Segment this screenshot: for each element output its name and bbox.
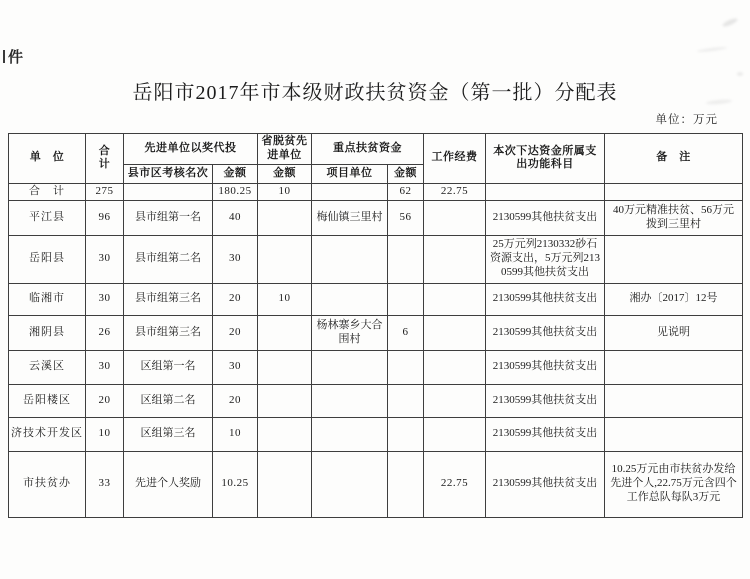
cell-project-amount	[388, 417, 424, 451]
cell-project-unit	[312, 235, 388, 283]
cell-award-amount: 20	[213, 315, 258, 350]
cell-remarks	[605, 417, 743, 451]
cell-province-amount	[258, 384, 312, 417]
cell-unit: 岳阳县	[9, 235, 86, 283]
cell-work-expense	[424, 200, 486, 235]
attachment-label	[3, 46, 24, 67]
table-row	[9, 315, 743, 350]
cell-rank	[124, 183, 213, 200]
cell-remarks	[605, 183, 743, 200]
col-header-unit: 单 位	[9, 134, 86, 184]
col-header-key-funds-group: 重点扶贫资金	[312, 134, 424, 165]
cell-remarks	[605, 350, 743, 384]
cell-category: 2130599其他扶贫支出	[486, 350, 605, 384]
col-header-province-group: 省脱贫先进单位	[258, 134, 312, 165]
col-header-category: 本次下达资金所属支出功能科目	[486, 134, 605, 184]
cell-total: 10	[86, 417, 124, 451]
cell-total: 33	[86, 451, 124, 517]
cell-category: 25万元列2130332砂石资源支出，5万元列2130599其他扶贫支出	[486, 235, 605, 283]
cell-category: 2130599其他扶贫支出	[486, 417, 605, 451]
cell-work-expense	[424, 235, 486, 283]
cell-rank: 县市组第三名	[124, 283, 213, 315]
unit-note: 单位：万元	[655, 114, 718, 126]
col-header-award-amount: 金额	[213, 164, 258, 183]
cell-unit: 云溪区	[9, 350, 86, 384]
scan-artifact	[722, 17, 739, 28]
cell-total: 30	[86, 283, 124, 315]
cell-remarks	[605, 235, 743, 283]
cell-province-amount	[258, 200, 312, 235]
cell-unit: 湘阴县	[9, 315, 86, 350]
col-header-province-amount: 金额	[258, 164, 312, 183]
cell-province-amount	[258, 315, 312, 350]
col-header-work-expense: 工作经费	[424, 134, 486, 184]
cell-category: 2130599其他扶贫支出	[486, 315, 605, 350]
cell-total: 96	[86, 200, 124, 235]
cell-province-amount	[258, 350, 312, 384]
cell-award-amount: 20	[213, 283, 258, 315]
cell-province-amount	[258, 417, 312, 451]
cell-remarks	[605, 384, 743, 417]
col-header-rank: 县市区考核名次	[124, 164, 213, 183]
cell-work-expense	[424, 384, 486, 417]
cell-rank: 县市组第三名	[124, 315, 213, 350]
document-title: 岳阳市2017年市本级财政扶贫资金（第一批）分配表	[132, 82, 618, 104]
allocation-table	[8, 133, 743, 518]
table-header	[9, 134, 743, 184]
cell-province-amount	[258, 235, 312, 283]
cell-rank: 区组第一名	[124, 350, 213, 384]
cell-project-unit: 梅仙镇三里村	[312, 200, 388, 235]
cell-unit: 平江县	[9, 200, 86, 235]
table-row-total	[9, 183, 743, 200]
cell-project-unit	[312, 384, 388, 417]
cell-rank: 区组第三名	[124, 417, 213, 451]
table-row	[9, 283, 743, 315]
cell-project-unit	[312, 417, 388, 451]
cell-project-amount	[388, 235, 424, 283]
cell-project-unit	[312, 183, 388, 200]
header-row-1	[9, 134, 743, 165]
cell-total: 30	[86, 350, 124, 384]
cell-province-amount: 10	[258, 283, 312, 315]
cell-category: 2130599其他扶贫支出	[486, 200, 605, 235]
cell-project-unit	[312, 451, 388, 517]
scan-artifact	[737, 72, 743, 76]
cell-project-amount: 62	[388, 183, 424, 200]
table-row	[9, 200, 743, 235]
cell-project-unit	[312, 283, 388, 315]
cell-rank: 县市组第二名	[124, 235, 213, 283]
col-header-total: 合 计	[86, 134, 124, 184]
cell-province-amount	[258, 451, 312, 517]
cell-rank: 区组第二名	[124, 384, 213, 417]
cell-work-expense: 22.75	[424, 451, 486, 517]
cell-award-amount: 30	[213, 235, 258, 283]
cell-category: 2130599其他扶贫支出	[486, 451, 605, 517]
cell-total: 30	[86, 235, 124, 283]
cell-unit: 岳阳楼区	[9, 384, 86, 417]
cell-remarks: 湘办〔2017〕12号	[605, 283, 743, 315]
table-row	[9, 235, 743, 283]
cell-unit: 济技术开发区	[9, 417, 86, 451]
cell-work-expense: 22.75	[424, 183, 486, 200]
cell-remarks: 40万元精准扶贫、56万元拨到三里村	[605, 200, 743, 235]
cell-project-unit: 杨林寨乡大合围村	[312, 315, 388, 350]
cell-total: 26	[86, 315, 124, 350]
cell-remarks: 见说明	[605, 315, 743, 350]
table-row	[9, 350, 743, 384]
cell-unit: 合 计	[9, 183, 86, 200]
cell-unit: 市扶贫办	[9, 451, 86, 517]
cell-award-amount: 10	[213, 417, 258, 451]
col-header-advanced-award-group: 先进单位以奖代投	[124, 134, 258, 165]
cell-work-expense	[424, 283, 486, 315]
cell-project-amount: 6	[388, 315, 424, 350]
col-header-project-amount: 金额	[388, 164, 424, 183]
cell-award-amount: 30	[213, 350, 258, 384]
cell-category: 2130599其他扶贫支出	[486, 283, 605, 315]
cell-award-amount: 40	[213, 200, 258, 235]
cell-province-amount: 10	[258, 183, 312, 200]
cell-work-expense	[424, 315, 486, 350]
cell-project-unit	[312, 350, 388, 384]
cut-character-stroke	[3, 50, 5, 63]
cell-unit: 临湘市	[9, 283, 86, 315]
cell-total: 20	[86, 384, 124, 417]
cell-award-amount: 180.25	[213, 183, 258, 200]
cell-rank: 先进个人奖励	[124, 451, 213, 517]
cell-rank: 县市组第一名	[124, 200, 213, 235]
cell-award-amount: 20	[213, 384, 258, 417]
cell-project-amount	[388, 283, 424, 315]
cell-project-amount	[388, 451, 424, 517]
scan-artifact	[697, 46, 727, 53]
cell-work-expense	[424, 417, 486, 451]
col-header-project-unit: 项目单位	[312, 164, 388, 183]
cell-category	[486, 183, 605, 200]
table-row	[9, 417, 743, 451]
cell-category: 2130599其他扶贫支出	[486, 384, 605, 417]
cell-work-expense	[424, 350, 486, 384]
cell-project-amount	[388, 350, 424, 384]
table-row	[9, 384, 743, 417]
cell-project-amount	[388, 384, 424, 417]
col-header-remarks: 备 注	[605, 134, 743, 184]
cell-project-amount: 56	[388, 200, 424, 235]
attachment-label-text: 件	[8, 49, 25, 66]
cell-total: 275	[86, 183, 124, 200]
cell-award-amount: 10.25	[213, 451, 258, 517]
table-body	[9, 183, 743, 517]
table-row	[9, 451, 743, 517]
cell-remarks: 10.25万元由市扶贫办发给先进个人,22.75万元含四个工作总队每队3万元	[605, 451, 743, 517]
